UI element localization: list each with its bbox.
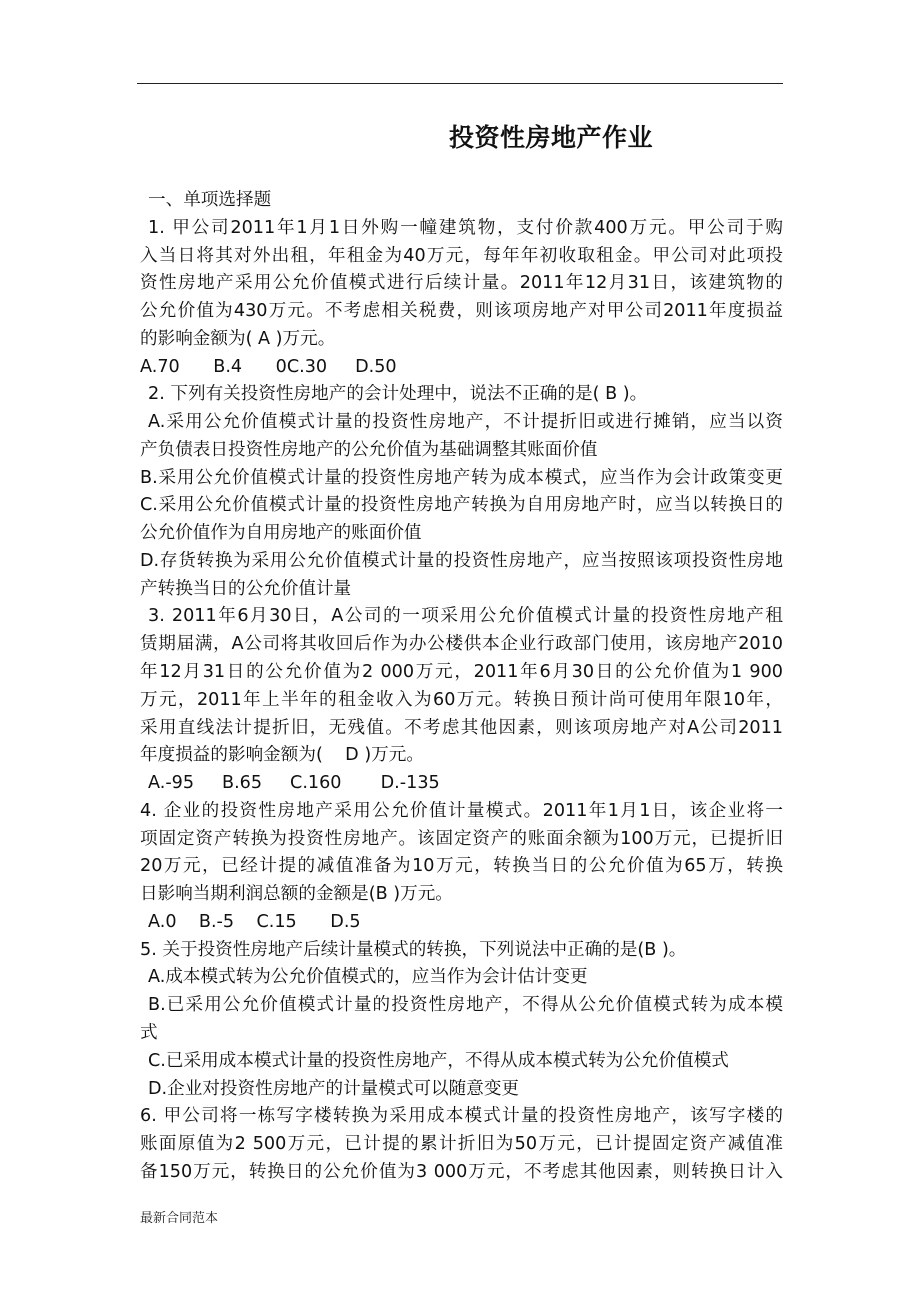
text-line: 日影响当期利润总额的金额是(B )万元。 (140, 884, 453, 905)
text-line: 产转换当日的公允价值计量 (140, 578, 352, 599)
header-rule (137, 83, 783, 84)
text-line: B.已采用公允价值模式计量的投资性房地产，不得从公允价值模式转为成本模 (148, 995, 783, 1016)
text-line: 资性房地产采用公允价值模式进行后续计量。2011年12月31日，该建筑物的 (140, 273, 783, 294)
text-line: C.采用公允价值模式计量的投资性房地产转换为自用房地产时，应当以转换日的 (140, 495, 783, 516)
text-line: 公允价值为430万元。不考虑相关税费，则该项房地产对甲公司2011年度损益 (140, 301, 783, 322)
text-line: A.成本模式转为公允价值模式的，应当作为会计估计变更 (148, 967, 588, 988)
text-line: 赁期届满，A公司将其收回后作为办公楼供本企业行政部门使用，该房地产2010 (140, 634, 783, 655)
text-line: A.-95 B.65 C.160 D.-135 (148, 773, 440, 794)
text-line: B.采用公允价值模式计量的投资性房地产转为成本模式，应当作为会计政策变更 (140, 467, 783, 488)
document-body (140, 187, 783, 1187)
text-line: 采用直线法计提折旧，无残值。不考虑其他因素，则该项房地产对A公司2011 (140, 717, 783, 738)
text-line: 一、单项选择题 (148, 190, 272, 210)
text-line: A.0 B.-5 C.15 D.5 (148, 911, 361, 932)
text-line: 年度损益的影响金额为( D )万元。 (140, 745, 424, 766)
text-line: D.存货转换为采用公允价值模式计量的投资性房地产，应当按照该项投资性房地 (140, 550, 783, 571)
text-line: 3. 2011年6月30日，A公司的一项采用公允价值模式计量的投资性房地产租 (148, 606, 783, 627)
page-footer: 最新合同范本 (140, 1211, 219, 1226)
text-line: D.企业对投资性房地产的计量模式可以随意变更 (148, 1078, 520, 1099)
text-line: 产负债表日投资性房地产的公允价值为基础调整其账面价值 (140, 439, 598, 460)
text-line: 20万元，已经计提的减值准备为10万元，转换当日的公允价值为65万，转换 (140, 856, 783, 877)
text-line: 备150万元，转换日的公允价值为3 000万元，不考虑其他因素，则转换日计入 (140, 1161, 783, 1182)
document-title: 投资性房地产作业 (448, 123, 653, 152)
text-line: 5. 关于投资性房地产后续计量模式的转换，下列说法中正确的是(B )。 (140, 939, 687, 960)
text-line: 万元，2011年上半年的租金收入为60万元。转换日预计尚可使用年限10年， (140, 689, 783, 710)
text-line: 账面原值为2 500万元，已计提的累计折旧为50万元，已计提固定资产减值准 (140, 1134, 783, 1155)
text-line: 2. 下列有关投资性房地产的会计处理中，说法不正确的是( B )。 (148, 384, 648, 405)
text-line: 4. 企业的投资性房地产采用公允价值计量模式。2011年1月1日，该企业将一 (140, 800, 783, 821)
text-line: A.70 B.4 0C.30 D.50 (140, 356, 397, 377)
text-line: 的影响金额为( A )万元。 (140, 328, 336, 349)
text-line: A.采用公允价值模式计量的投资性房地产，不计提折旧或进行摊销，应当以资 (148, 412, 783, 433)
text-line: 公允价值作为自用房地产的账面价值 (140, 523, 422, 544)
text-line: 年12月31日的公允价值为2 000万元，2011年6月30日的公允价值为1 900 (140, 662, 783, 683)
text-line: 6. 甲公司将一栋写字楼转换为采用成本模式计量的投资性房地产，该写字楼的 (140, 1106, 783, 1127)
text-line: 1. 甲公司2011年1月1日外购一幢建筑物，支付价款400万元。甲公司于购 (148, 217, 783, 238)
text-line: 式 (140, 1022, 158, 1043)
text-line: C.已采用成本模式计量的投资性房地产，不得从成本模式转为公允价值模式 (148, 1050, 729, 1071)
text-line: 项固定资产转换为投资性房地产。该固定资产的账面余额为100万元，已提折旧 (140, 828, 783, 849)
text-line: 入当日将其对外出租，年租金为40万元，每年年初收取租金。甲公司对此项投 (140, 245, 783, 266)
